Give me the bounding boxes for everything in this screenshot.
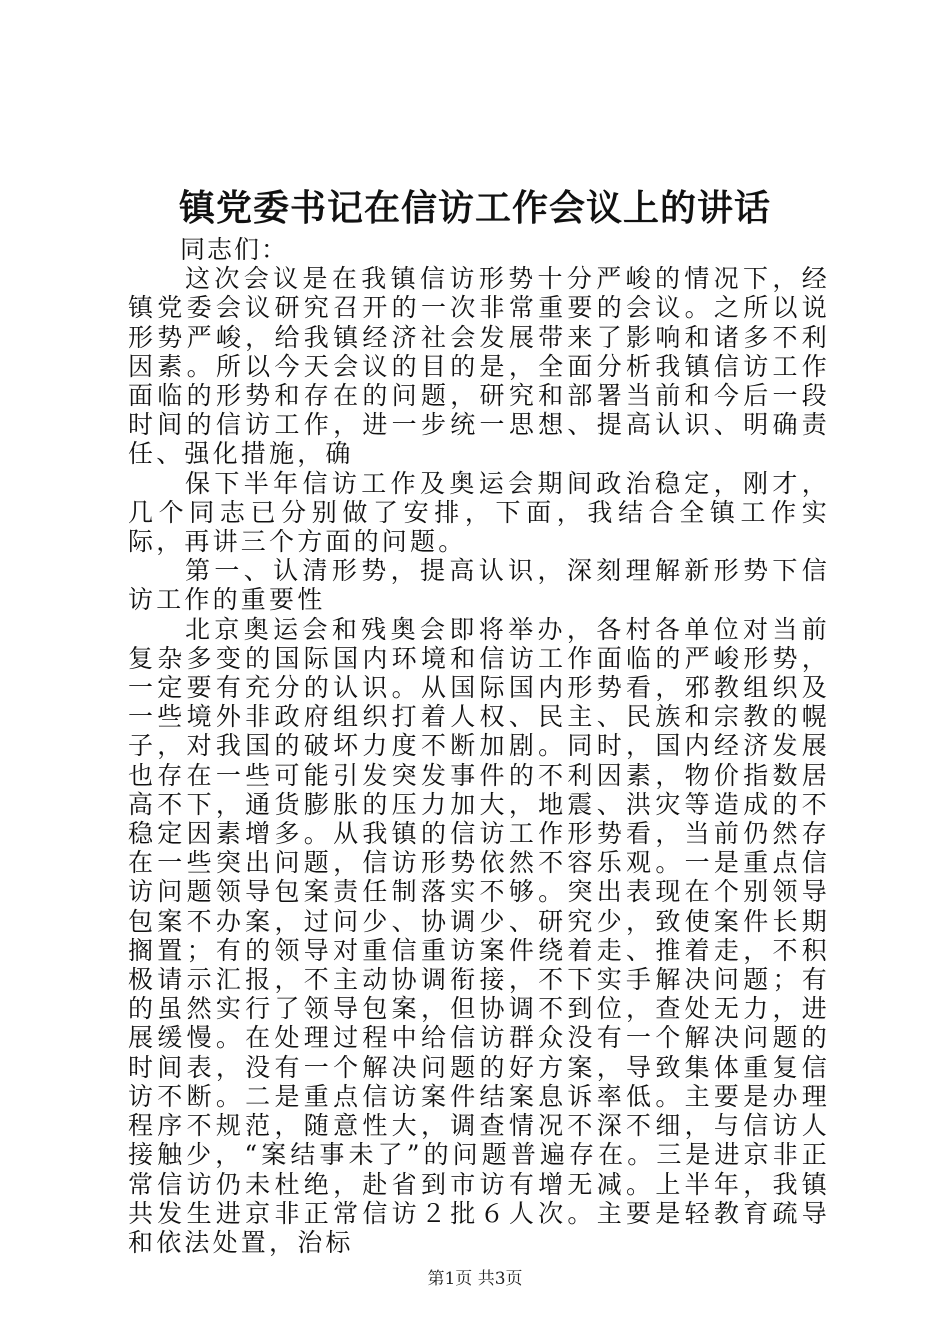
document-title: 镇党委书记在信访工作会议上的讲话 xyxy=(178,187,771,229)
paragraph-3: 北京奥运会和残奥会即将举办，各村各单位对当前复杂多变的国际国内环境和信访工作面临的严峻形势，一定要有充分的认识。从国际国内形势看，邪教组织及一些境外非政府组织打着人权、民主、民族和宗教的幌子，对我国的破坏力度不断加剧。同时，国内经济发展也存在一些可能引发突发事件的不利因素，物价指数居高不下，通货膨胀的压力加大，地震、洪灾等造成的不稳定因素增多。从我镇的信访工作形势看，当前仍然存在一些突出问题，信访形势依然不容乐观。一是重点信访问题领导包案责任制落实不够。突出表现在个别领导包案不办案，过问少、协调少、研究少，致使案件长期搁置；有的领导对重信重访案件绕着走、推着走，不积极请示汇报，不主动协调衔接，不下实手解决问题；有的虽然实行了领导包案，但协调不到位，查处无力，进展缓慢。在处理过程中给信访群众没有一个解决问题的时间表，没有一个解决问题的好方案，导致集体重复信访不断。二是重点信访案件结案息诉率低。主要是办理程序不规范，随意性大，调查情况不深不细，与信访人接触少，“案结事未了”的问题普遍存在。三是进京非正常信访仍未杜绝，赴省到市访有增无减。上半年，我镇共发生进京非正常信访２批６人次。主要是轻教育疏导和依法处置，治标 xyxy=(128,614,830,1257)
page-footer: 第1页 共3页 xyxy=(427,1269,523,1289)
paragraph-2: 保下半年信访工作及奥运会期间政治稳定，刚才，几个同志已分别做了安排，下面，我结合全镇工作实际，再讲三个方面的问题。 xyxy=(128,468,830,557)
section-heading-1: 第一、认清形势，提高认识，深刻理解新形势下信访工作的重要性 xyxy=(128,556,830,615)
salutation: 同志们： xyxy=(180,235,289,264)
document-body xyxy=(128,235,830,1257)
paragraph-1: 这次会议是在我镇信访形势十分严峻的情况下，经镇党委会议研究召开的一次非常重要的会议。之所以说形势严峻，给我镇经济社会发展带来了影响和诸多不利因素。所以今天会议的目的是，全面分析我镇信访工作面临的形势和存在的问题，研究和部署当前和今后一段时间的信访工作，进一步统一思想、提高认识、明确责任、强化措施，确 xyxy=(128,264,830,469)
